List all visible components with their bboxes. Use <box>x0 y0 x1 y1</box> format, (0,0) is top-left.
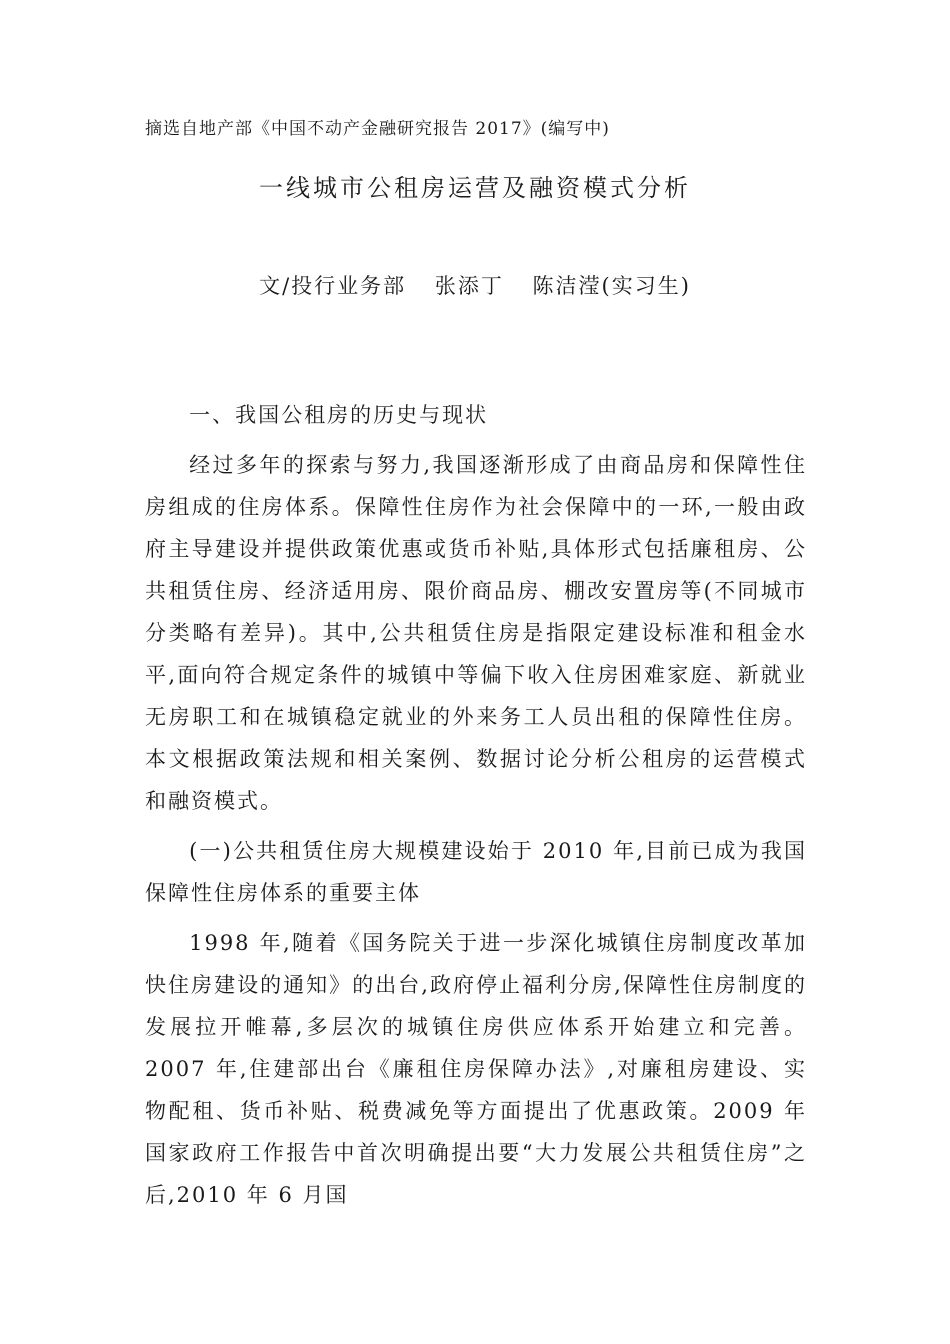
section-heading: 一、我国公租房的历史与现状 <box>189 403 489 427</box>
document-body <box>145 394 807 1216</box>
byline-author-1: 张添丁 <box>434 274 504 298</box>
byline-department: 文/投行业务部 <box>259 274 407 298</box>
source-note: 摘选自地产部《中国不动产金融研究报告 2017》(编写中) <box>145 119 610 139</box>
body-paragraph: 经过多年的探索与努力,我国逐渐形成了由商品房和保障性住房组成的住房体系。保障性住房作为社会保障中的一环,一般由政府主导建设并提供政策优惠或货币补贴,具体形式包括廉租房、公共租赁住房、经济适用房、限价商品房、棚改安置房等(不同城市分类略有差异)。其中,公共租赁住房是指限定建设标准和租金水平,面向符合规定条件的城镇中等偏下收入住房困难家庭、新就业无房职工和在城镇稳定就业的外来务工人员出租的保障性住房。本文根据政策法规和相关案例、数据讨论分析公租房的运营模式和融资模式。 <box>145 453 807 813</box>
byline <box>0 270 950 300</box>
document-title: 一线城市公租房运营及融资模式分析 <box>259 174 691 202</box>
subsection-heading: (一)公共租赁住房大规模建设始于 2010 年,目前已成为我国保障性住房体系的重要主体 <box>145 839 807 905</box>
byline-author-2: 陈洁滢(实习生) <box>532 274 691 298</box>
body-paragraph: 1998 年,随着《国务院关于进一步深化城镇住房制度改革加快住房建设的通知》的出台,政府停止福利分房,保障性住房制度的发展拉开帷幕,多层次的城镇住房供应体系开始建立和完善。2007 年,住建部出台《廉租住房保障办法》,对廉租房建设、实物配租、货币补贴、税费减免等方面提出了优惠政策。2009 年国家政府工作报告中首次明确提出要“大力发展公共租赁住房”之后,2010 年 6 月国 <box>145 931 807 1207</box>
